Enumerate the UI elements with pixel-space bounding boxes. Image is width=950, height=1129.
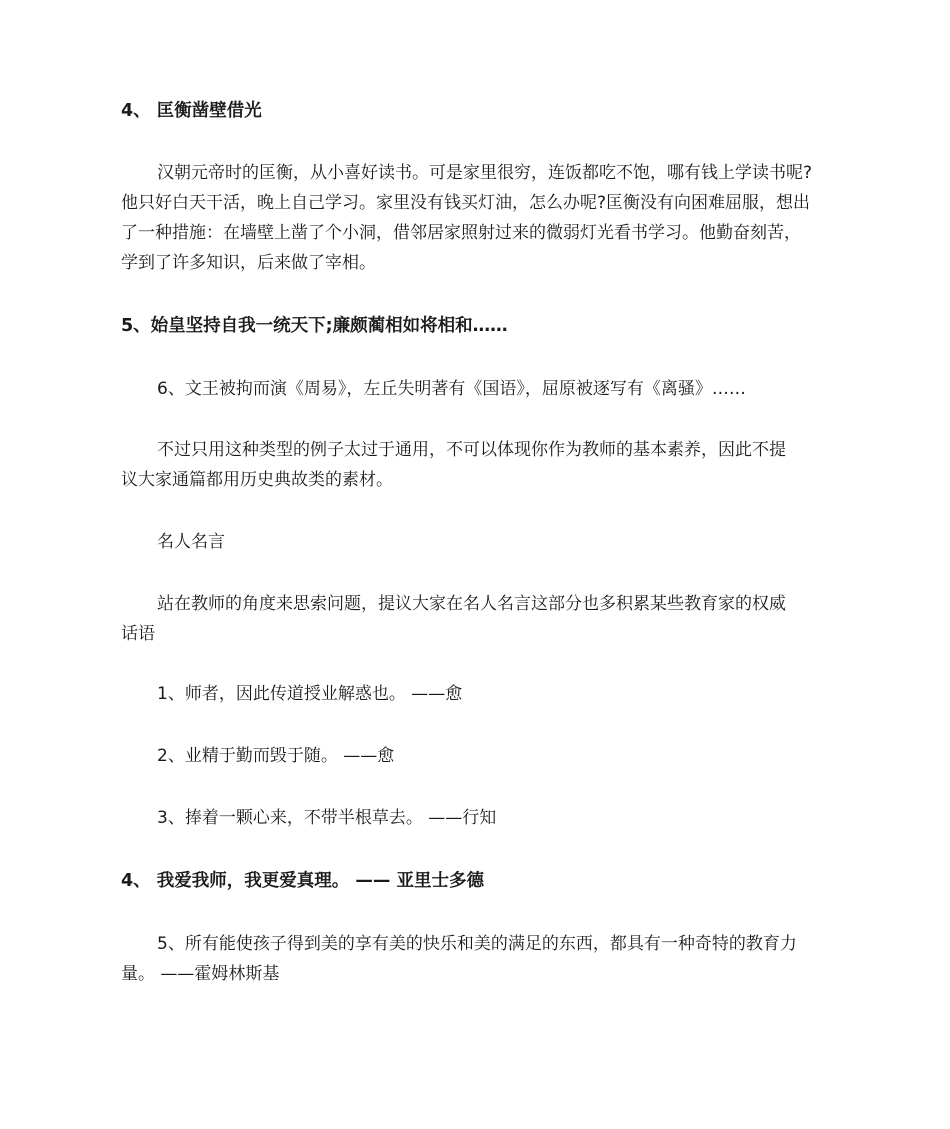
quote-2: 2、业精于勤而毁于随。 ——愈: [157, 746, 395, 766]
quote-5-line-1: 5、所有能使孩子得到美的享有美的快乐和美的满足的东西，都具有一种奇特的教育力: [157, 934, 797, 954]
kuangheng-story-line-1: 汉朝元帝时的匡衡，从小喜好读书。可是家里很穷，连饭都吃不饱，哪有钱上学读书呢?: [157, 163, 813, 183]
quote-5-line-2: 量。 ——霍姆林斯基: [121, 964, 280, 984]
note-history-line-2: 议大家通篇都用历史典故类的素材。: [121, 470, 393, 490]
quotes-intro-line-1: 站在教师的角度来思索问题，提议大家在名人名言这部分也多积累某些教育家的权威: [157, 594, 786, 614]
quote-4-heading: 4、 我爱我师，我更爱真理。 —— 亚里士多德: [121, 871, 484, 891]
kuangheng-story-line-3: 了一种措施：在墙壁上凿了个小洞，借邻居家照射过来的微弱灯光看书学习。他勤奋刻苦，: [121, 223, 801, 243]
section-quotes-title: 名人名言: [157, 532, 225, 552]
kuangheng-story-line-2: 他只好白天干活，晚上自己学习。家里没有钱买灯油，怎么办呢?匡衡没有向困难屈服，想出: [121, 193, 811, 213]
heading-shihuang: 5、始皇坚持自我一统天下;廉颇蔺相如将相和……: [121, 316, 508, 336]
quote-3: 3、捧着一颗心来，不带半根草去。 ——行知: [157, 808, 497, 828]
item-wenwang: 6、文王被拘而演《周易》，左丘失明著有《国语》，屈原被逐写有《离骚》……: [157, 379, 746, 399]
note-history-line-1: 不过只用这种类型的例子太过于通用，不可以体现你作为教师的基本素养，因此不提: [157, 440, 786, 460]
quote-1: 1、师者，因此传道授业解惑也。 ——愈: [157, 684, 463, 704]
heading-kuangheng: 4、 匡衡凿壁借光: [121, 101, 262, 121]
quotes-intro-line-2: 话语: [121, 624, 155, 644]
kuangheng-story-line-4: 学到了许多知识，后来做了宰相。: [121, 253, 376, 273]
